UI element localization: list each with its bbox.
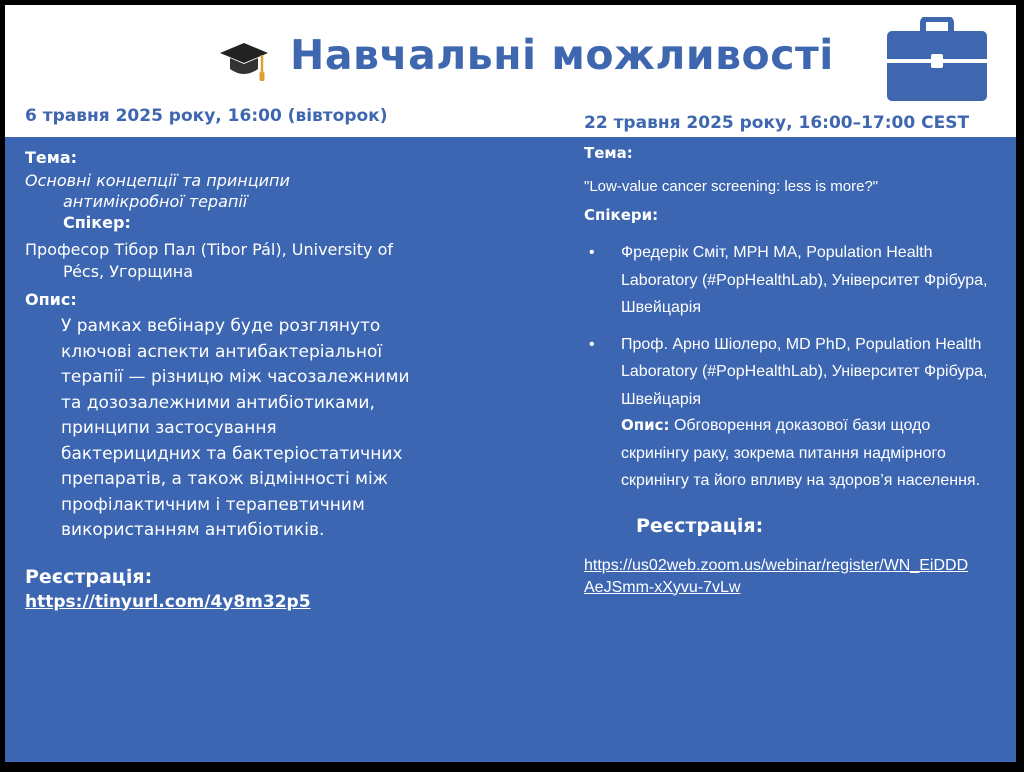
list-item xyxy=(584,331,994,414)
registration-label: Реєстрація: xyxy=(636,514,764,537)
speaker-text: Професор Тібор Пал (Tibor Pál), University of Pécs, Угорщина xyxy=(25,240,393,281)
bullet: • xyxy=(589,335,595,353)
topic-label: Тема: xyxy=(584,144,633,162)
description-label: Опис: xyxy=(25,290,77,309)
left-event xyxy=(25,147,415,612)
speaker-text: Проф. Арно Шіолеро, MD PhD, Population Health Laboratory (#PopHealthLab), Університет Фрібура, Швейцарія xyxy=(621,335,988,408)
description-text: У рамках вебінару буде розглянуто ключові аспекти антибактеріальної терапії — різницю між часозалежними та дозозалежними антибіотиками, принципи застосування бактерицидних та бактеріостатичних препаратів, а також відмінності між профілактичним і терапевтичним використанням антибіотиків. xyxy=(61,316,410,540)
topic-label: Тема: xyxy=(25,148,78,167)
graduation-cap-icon xyxy=(218,37,270,85)
briefcase-icon xyxy=(885,17,989,103)
header xyxy=(5,5,1016,135)
speakers-label: Спікери: xyxy=(584,206,659,224)
speaker-text: Фредерік Сміт, MPH MA, Population Health Laboratory (#PopHealthLab), Університет Фрібура, Швейцарія xyxy=(621,244,988,316)
speakers-list xyxy=(584,239,994,413)
right-event-date: 22 травня 2025 року, 16:00–17:00 CEST xyxy=(584,113,970,133)
description-text: Обговорення доказової бази щодо скринінгу раку, зокрема питання надмірного скринінгу та його впливу на здоров’я населення. xyxy=(621,417,981,489)
registration-label: Реєстрація: xyxy=(25,565,153,588)
topic-text: Основні концепції та принципи антимікробної терапії xyxy=(25,171,290,211)
description-label: Опис: xyxy=(621,416,670,434)
bullet: • xyxy=(589,244,595,261)
topic-text: "Low-value cancer screening: less is more?" xyxy=(584,178,879,195)
speaker-label: Спікер: xyxy=(63,213,131,232)
slide xyxy=(5,5,1016,762)
list-item xyxy=(584,239,994,322)
registration-link[interactable]: https://us02web.zoom.us/webinar/register/WN_EiDDDAeJSmm-xXyvu-7vLw xyxy=(584,556,969,596)
page-title: Навчальні можливості xyxy=(290,31,834,79)
description xyxy=(584,412,994,495)
left-event-date: 6 травня 2025 року, 16:00 (вівторок) xyxy=(25,106,388,126)
registration-link[interactable]: https://tinyurl.com/4y8m32p5 xyxy=(25,591,311,612)
right-event xyxy=(584,143,994,599)
